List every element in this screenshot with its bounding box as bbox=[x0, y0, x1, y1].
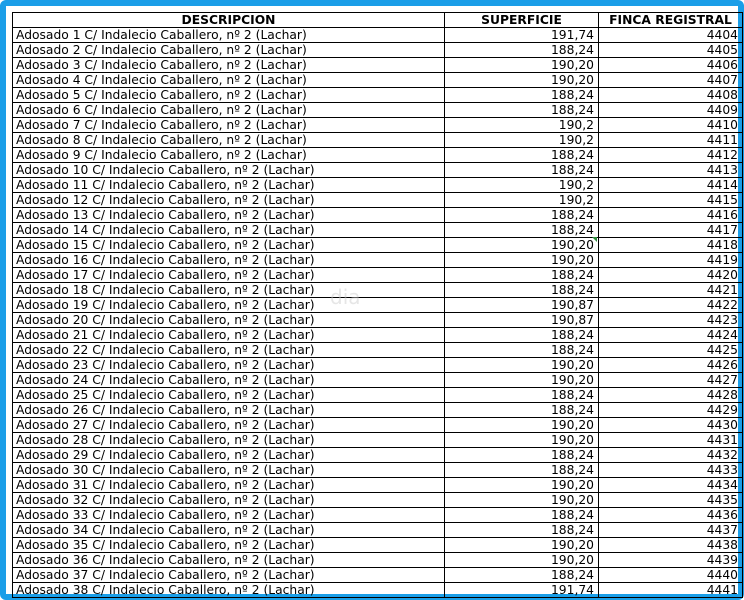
cell-superficie: 190,2 bbox=[445, 133, 599, 148]
cell-descripcion: Adosado 35 C/ Indalecio Caballero, nº 2 (Lachar) bbox=[13, 538, 445, 553]
cell-finca-registral: 4404 bbox=[599, 28, 743, 43]
cell-descripcion: Adosado 38 C/ Indalecio Caballero, nº 2 (Lachar) bbox=[13, 583, 445, 598]
cell-descripcion: Adosado 15 C/ Indalecio Caballero, nº 2 (Lachar) bbox=[13, 238, 445, 253]
table-row bbox=[13, 553, 743, 568]
table-row bbox=[13, 238, 743, 253]
cell-superficie: 190,20 bbox=[445, 73, 599, 88]
watermark: dia bbox=[330, 285, 361, 309]
table-row bbox=[13, 433, 743, 448]
parcel-table bbox=[12, 12, 743, 598]
cell-superficie: 190,20 bbox=[445, 358, 599, 373]
cell-superficie: 190,20 bbox=[445, 253, 599, 268]
cell-superficie: 188,24 bbox=[445, 388, 599, 403]
cell-finca-registral: 4411 bbox=[599, 133, 743, 148]
cell-superficie: 191,74 bbox=[445, 28, 599, 43]
cell-descripcion: Adosado 11 C/ Indalecio Caballero, nº 2 (Lachar) bbox=[13, 178, 445, 193]
cell-finca-registral: 4414 bbox=[599, 178, 743, 193]
cell-superficie: 190,20 bbox=[445, 418, 599, 433]
cell-finca-registral: 4434 bbox=[599, 478, 743, 493]
cell-finca-registral: 4433 bbox=[599, 463, 743, 478]
table-row bbox=[13, 373, 743, 388]
cell-descripcion: Adosado 10 C/ Indalecio Caballero, nº 2 (Lachar) bbox=[13, 163, 445, 178]
cell-descripcion: Adosado 33 C/ Indalecio Caballero, nº 2 (Lachar) bbox=[13, 508, 445, 523]
cell-finca-registral: 4432 bbox=[599, 448, 743, 463]
cell-descripcion: Adosado 21 C/ Indalecio Caballero, nº 2 (Lachar) bbox=[13, 328, 445, 343]
cell-descripcion: Adosado 20 C/ Indalecio Caballero, nº 2 (Lachar) bbox=[13, 313, 445, 328]
header-row bbox=[13, 13, 743, 28]
cell-finca-registral: 4421 bbox=[599, 283, 743, 298]
table-row bbox=[13, 523, 743, 538]
table-row bbox=[13, 118, 743, 133]
table-row bbox=[13, 253, 743, 268]
cell-descripcion: Adosado 23 C/ Indalecio Caballero, nº 2 (Lachar) bbox=[13, 358, 445, 373]
table-row bbox=[13, 388, 743, 403]
cell-finca-registral: 4425 bbox=[599, 343, 743, 358]
cell-superficie: 188,24 bbox=[445, 448, 599, 463]
cell-finca-registral: 4435 bbox=[599, 493, 743, 508]
cell-superficie: 188,24 bbox=[445, 88, 599, 103]
table-row bbox=[13, 73, 743, 88]
cell-descripcion: Adosado 17 C/ Indalecio Caballero, nº 2 (Lachar) bbox=[13, 268, 445, 283]
cell-descripcion: Adosado 8 C/ Indalecio Caballero, nº 2 (Lachar) bbox=[13, 133, 445, 148]
cell-descripcion: Adosado 27 C/ Indalecio Caballero, nº 2 (Lachar) bbox=[13, 418, 445, 433]
cell-descripcion: Adosado 6 C/ Indalecio Caballero, nº 2 (Lachar) bbox=[13, 103, 445, 118]
table-row bbox=[13, 103, 743, 118]
cell-superficie: 191,74 bbox=[445, 583, 599, 598]
table-row bbox=[13, 448, 743, 463]
table-row bbox=[13, 283, 743, 298]
cell-finca-registral: 4422 bbox=[599, 298, 743, 313]
cell-finca-registral: 4424 bbox=[599, 328, 743, 343]
cell-superficie: 190,87 bbox=[445, 298, 599, 313]
header-descripcion: DESCRIPCION bbox=[13, 13, 445, 28]
cell-superficie: 190,20 bbox=[445, 433, 599, 448]
cell-finca-registral: 4416 bbox=[599, 208, 743, 223]
cell-descripcion: Adosado 7 C/ Indalecio Caballero, nº 2 (Lachar) bbox=[13, 118, 445, 133]
table-row bbox=[13, 58, 743, 73]
cell-superficie: 190,20 bbox=[445, 478, 599, 493]
cell-finca-registral: 4441 bbox=[599, 583, 743, 598]
cell-finca-registral: 4440 bbox=[599, 568, 743, 583]
cell-superficie: 188,24 bbox=[445, 328, 599, 343]
table-row bbox=[13, 313, 743, 328]
table-row bbox=[13, 538, 743, 553]
cell-superficie: 190,2 bbox=[445, 178, 599, 193]
cell-finca-registral: 4419 bbox=[599, 253, 743, 268]
cell-descripcion: Adosado 22 C/ Indalecio Caballero, nº 2 (Lachar) bbox=[13, 343, 445, 358]
cell-superficie: 188,24 bbox=[445, 268, 599, 283]
table-row bbox=[13, 463, 743, 478]
cell-finca-registral: 4407 bbox=[599, 73, 743, 88]
cell-descripcion: Adosado 29 C/ Indalecio Caballero, nº 2 (Lachar) bbox=[13, 448, 445, 463]
cell-descripcion: Adosado 5 C/ Indalecio Caballero, nº 2 (Lachar) bbox=[13, 88, 445, 103]
cell-superficie: 190,20 bbox=[445, 538, 599, 553]
cell-superficie: 188,24 bbox=[445, 283, 599, 298]
cell-superficie: 190,87 bbox=[445, 313, 599, 328]
cell-finca-registral: 4406 bbox=[599, 58, 743, 73]
table-row bbox=[13, 358, 743, 373]
cell-descripcion: Adosado 4 C/ Indalecio Caballero, nº 2 (Lachar) bbox=[13, 73, 445, 88]
cell-superficie: 190,20 bbox=[445, 553, 599, 568]
cell-finca-registral: 4417 bbox=[599, 223, 743, 238]
table-body bbox=[13, 28, 743, 598]
cell-finca-registral: 4431 bbox=[599, 433, 743, 448]
cell-descripcion: Adosado 37 C/ Indalecio Caballero, nº 2 (Lachar) bbox=[13, 568, 445, 583]
cell-descripcion: Adosado 1 C/ Indalecio Caballero, nº 2 (Lachar) bbox=[13, 28, 445, 43]
cell-finca-registral: 4429 bbox=[599, 403, 743, 418]
cell-finca-registral: 4405 bbox=[599, 43, 743, 58]
header-superficie: SUPERFICIE bbox=[445, 13, 599, 28]
cell-finca-registral: 4410 bbox=[599, 118, 743, 133]
cell-superficie: 188,24 bbox=[445, 463, 599, 478]
table-row bbox=[13, 193, 743, 208]
table-row bbox=[13, 508, 743, 523]
cell-descripcion: Adosado 30 C/ Indalecio Caballero, nº 2 (Lachar) bbox=[13, 463, 445, 478]
cell-superficie: 188,24 bbox=[445, 103, 599, 118]
cell-descripcion: Adosado 2 C/ Indalecio Caballero, nº 2 (Lachar) bbox=[13, 43, 445, 58]
table-row bbox=[13, 403, 743, 418]
cell-finca-registral: 4420 bbox=[599, 268, 743, 283]
cell-finca-registral: 4413 bbox=[599, 163, 743, 178]
cell-superficie: 188,24 bbox=[445, 523, 599, 538]
table-row bbox=[13, 178, 743, 193]
cell-finca-registral: 4430 bbox=[599, 418, 743, 433]
cell-finca-registral: 4418 bbox=[599, 238, 743, 253]
table-row bbox=[13, 328, 743, 343]
cell-finca-registral: 4415 bbox=[599, 193, 743, 208]
cell-superficie: 190,2 bbox=[445, 193, 599, 208]
cell-descripcion: Adosado 26 C/ Indalecio Caballero, nº 2 (Lachar) bbox=[13, 403, 445, 418]
table-row bbox=[13, 28, 743, 43]
cell-descripcion: Adosado 12 C/ Indalecio Caballero, nº 2 (Lachar) bbox=[13, 193, 445, 208]
cell-descripcion: Adosado 19 C/ Indalecio Caballero, nº 2 (Lachar) bbox=[13, 298, 445, 313]
table-row bbox=[13, 208, 743, 223]
cell-superficie: 190,2 bbox=[445, 118, 599, 133]
cell-superficie: 188,24 bbox=[445, 148, 599, 163]
cell-descripcion: Adosado 13 C/ Indalecio Caballero, nº 2 (Lachar) bbox=[13, 208, 445, 223]
cell-finca-registral: 4438 bbox=[599, 538, 743, 553]
cell-descripcion: Adosado 14 C/ Indalecio Caballero, nº 2 (Lachar) bbox=[13, 223, 445, 238]
cell-finca-registral: 4423 bbox=[599, 313, 743, 328]
cell-superficie: 188,24 bbox=[445, 508, 599, 523]
cell-finca-registral: 4439 bbox=[599, 553, 743, 568]
cell-superficie: 190,20 bbox=[445, 373, 599, 388]
cell-superficie: 188,24 bbox=[445, 403, 599, 418]
cell-superficie: 190,20 bbox=[445, 238, 599, 253]
cell-finca-registral: 4437 bbox=[599, 523, 743, 538]
table-row bbox=[13, 148, 743, 163]
table-row bbox=[13, 568, 743, 583]
table-row bbox=[13, 88, 743, 103]
cell-finca-registral: 4427 bbox=[599, 373, 743, 388]
cell-finca-registral: 4412 bbox=[599, 148, 743, 163]
cell-finca-registral: 4409 bbox=[599, 103, 743, 118]
cell-descripcion: Adosado 18 C/ Indalecio Caballero, nº 2 (Lachar) bbox=[13, 283, 445, 298]
header-finca-registral: FINCA REGISTRAL bbox=[599, 13, 743, 28]
table-row bbox=[13, 298, 743, 313]
cell-comment-mark bbox=[592, 237, 597, 242]
cell-descripcion: Adosado 28 C/ Indalecio Caballero, nº 2 (Lachar) bbox=[13, 433, 445, 448]
cell-finca-registral: 4436 bbox=[599, 508, 743, 523]
table-row bbox=[13, 163, 743, 178]
table-row bbox=[13, 583, 743, 598]
cell-superficie: 188,24 bbox=[445, 43, 599, 58]
cell-descripcion: Adosado 25 C/ Indalecio Caballero, nº 2 (Lachar) bbox=[13, 388, 445, 403]
table-row bbox=[13, 133, 743, 148]
table-row bbox=[13, 343, 743, 358]
cell-superficie: 190,20 bbox=[445, 493, 599, 508]
cell-superficie: 190,20 bbox=[445, 58, 599, 73]
cell-descripcion: Adosado 9 C/ Indalecio Caballero, nº 2 (Lachar) bbox=[13, 148, 445, 163]
cell-descripcion: Adosado 24 C/ Indalecio Caballero, nº 2 (Lachar) bbox=[13, 373, 445, 388]
table-row bbox=[13, 268, 743, 283]
cell-descripcion: Adosado 16 C/ Indalecio Caballero, nº 2 (Lachar) bbox=[13, 253, 445, 268]
cell-superficie: 188,24 bbox=[445, 343, 599, 358]
table-row bbox=[13, 223, 743, 238]
cell-superficie: 188,24 bbox=[445, 208, 599, 223]
cell-finca-registral: 4408 bbox=[599, 88, 743, 103]
table-row bbox=[13, 493, 743, 508]
cell-superficie: 188,24 bbox=[445, 163, 599, 178]
cell-superficie: 188,24 bbox=[445, 223, 599, 238]
table-row bbox=[13, 478, 743, 493]
cell-descripcion: Adosado 3 C/ Indalecio Caballero, nº 2 (Lachar) bbox=[13, 58, 445, 73]
table-row bbox=[13, 418, 743, 433]
cell-finca-registral: 4426 bbox=[599, 358, 743, 373]
cell-descripcion: Adosado 31 C/ Indalecio Caballero, nº 2 (Lachar) bbox=[13, 478, 445, 493]
cell-descripcion: Adosado 34 C/ Indalecio Caballero, nº 2 (Lachar) bbox=[13, 523, 445, 538]
cell-superficie: 188,24 bbox=[445, 568, 599, 583]
cell-finca-registral: 4428 bbox=[599, 388, 743, 403]
cell-descripcion: Adosado 32 C/ Indalecio Caballero, nº 2 (Lachar) bbox=[13, 493, 445, 508]
table-row bbox=[13, 43, 743, 58]
cell-descripcion: Adosado 36 C/ Indalecio Caballero, nº 2 (Lachar) bbox=[13, 553, 445, 568]
